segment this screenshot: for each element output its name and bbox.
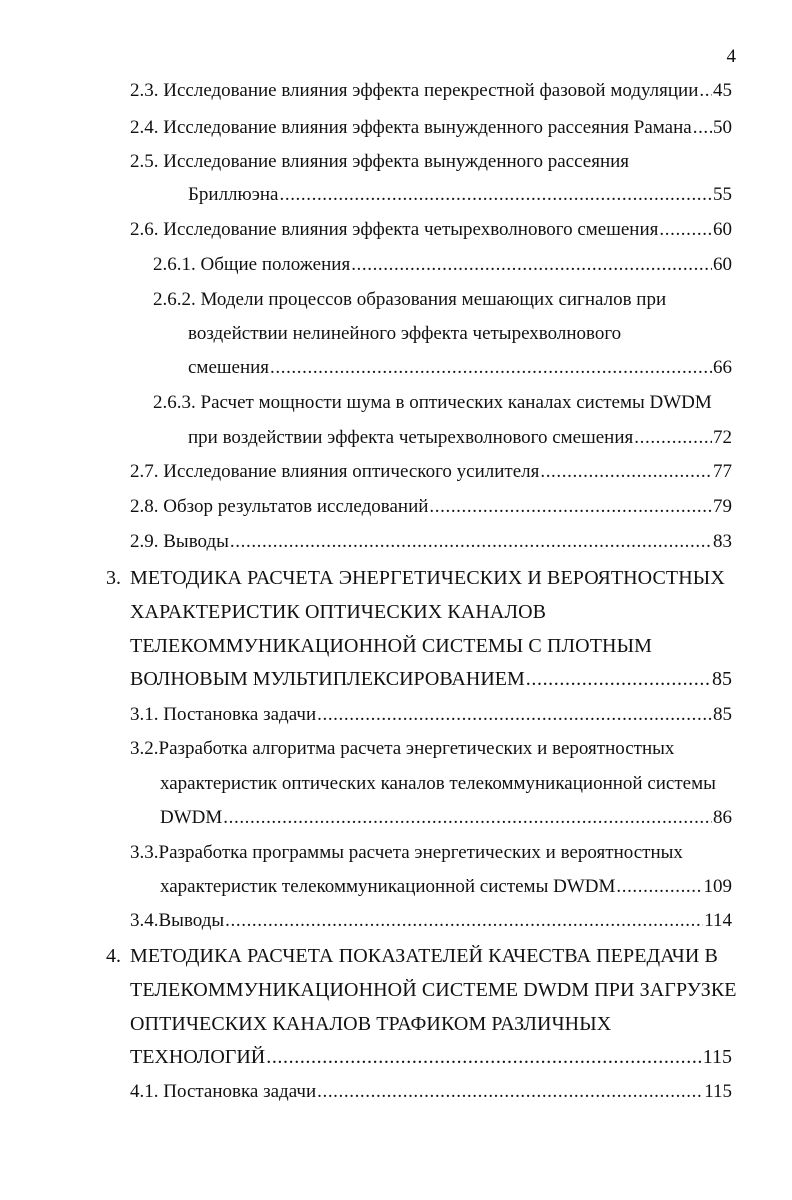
toc-page-number: 115 <box>704 1081 732 1102</box>
chapter-4-title-line1: МЕТОДИКА РАСЧЕТА ПОКАЗАТЕЛЕЙ КАЧЕСТВА ПЕРЕДАЧИ В <box>130 945 718 967</box>
leader-dots <box>699 79 712 103</box>
leader-dots <box>317 703 712 727</box>
toc-page-number: 66 <box>713 357 732 378</box>
toc-entry-text: ТЕХНОЛОГИЙ <box>130 1046 266 1068</box>
toc-entry-text: ВОЛНОВЫМ МУЛЬТИПЛЕКСИРОВАНИЕМ <box>130 668 525 690</box>
leader-dots <box>230 530 712 554</box>
toc-page-number: 72 <box>713 427 732 448</box>
page-number: 4 <box>726 46 736 67</box>
toc-page-number: 60 <box>713 219 732 240</box>
leader-dots <box>266 1045 702 1069</box>
toc-entry-text: DWDM <box>160 807 223 828</box>
toc-entry-text: 3.4.Выводы <box>130 910 225 931</box>
toc-entry-text: Бриллюэна <box>188 184 279 205</box>
toc-entry-text: смешения <box>188 357 270 378</box>
toc-entry-3-4 <box>130 909 732 933</box>
leader-dots <box>659 218 712 242</box>
toc-entry-text: 4.1. Постановка задачи <box>130 1081 317 1102</box>
toc-entry-text: 2.8. Обзор результатов исследований <box>130 496 429 517</box>
chapter-3-number: 3. <box>106 567 121 589</box>
toc-page-number: 60 <box>713 254 732 275</box>
toc-page-number: 77 <box>713 461 732 482</box>
leader-dots <box>634 426 712 450</box>
toc-entry-3-1 <box>130 703 732 727</box>
toc-entry-2-5-line1: 2.5. Исследование влияния эффекта вынужденного рассеяния <box>130 151 630 172</box>
toc-page-number: 79 <box>713 496 732 517</box>
leader-dots <box>317 1080 703 1104</box>
toc-entry-text: характеристик телекоммуникационной системы DWDM <box>160 876 616 897</box>
toc-page-number: 83 <box>713 531 732 552</box>
leader-dots <box>225 909 703 933</box>
toc-entry-2-4 <box>130 116 732 140</box>
chapter-3-title-line3: ТЕЛЕКОММУНИКАЦИОННОЙ СИСТЕМЫ С ПЛОТНЫМ <box>130 635 652 657</box>
toc-entry-4-1 <box>130 1080 732 1104</box>
toc-entry-3-3 <box>160 875 732 899</box>
toc-page-number: 55 <box>713 184 732 205</box>
toc-page-number: 45 <box>713 80 732 101</box>
toc-entry-2-6-3-line1: 2.6.3. Расчет мощности шума в оптических каналах системы DWDM <box>153 392 712 413</box>
toc-entry-text: 2.3. Исследование влияния эффекта перекрестной фазовой модуляции <box>130 80 699 101</box>
toc-entry-2-3 <box>130 79 732 103</box>
leader-dots <box>526 667 711 691</box>
toc-page-number: 85 <box>713 704 732 725</box>
toc-entry-3-2-line1: 3.2.Разработка алгоритма расчета энергетических и вероятностных <box>130 738 675 759</box>
leader-dots <box>351 253 712 277</box>
chapter-3-title-line2: ХАРАКТЕРИСТИК ОПТИЧЕСКИХ КАНАЛОВ <box>130 601 547 623</box>
toc-entry-text: при воздействии эффекта четырехволнового смешения <box>188 427 634 448</box>
toc-page-number: 50 <box>713 117 732 138</box>
leader-dots <box>616 875 702 899</box>
chapter-4-title-line2: ТЕЛЕКОММУНИКАЦИОННОЙ СИСТЕМЕ DWDM ПРИ ЗАГРУЗКЕ <box>130 979 737 1001</box>
toc-entry-text: 3.1. Постановка задачи <box>130 704 317 725</box>
toc-entry-2-9 <box>130 530 732 554</box>
toc-entry-text: 2.6.1. Общие положения <box>153 254 351 275</box>
chapter-4-title-line3: ОПТИЧЕСКИХ КАНАЛОВ ТРАФИКОМ РАЗЛИЧНЫХ <box>130 1013 612 1035</box>
leader-dots <box>223 806 712 830</box>
toc-entry-2-6 <box>130 218 732 242</box>
leader-dots <box>429 495 712 519</box>
toc-entry-text: 2.6. Исследование влияния эффекта четырехволнового смешения <box>130 219 659 240</box>
toc-page-number: 109 <box>703 876 732 897</box>
toc-entry-2-6-3 <box>188 426 732 450</box>
toc-page-number: 115 <box>702 1046 732 1068</box>
toc-page-number: 114 <box>704 910 732 931</box>
toc-entry-2-5 <box>188 183 732 207</box>
leader-dots <box>280 183 713 207</box>
toc-entry-text: 2.7. Исследование влияния оптического усилителя <box>130 461 540 482</box>
toc-entry-text: 2.4. Исследование влияния эффекта вынужденного рассеяния Рамана <box>130 117 692 138</box>
toc-page-number: 86 <box>713 807 732 828</box>
toc-entry-3-2-line2: характеристик оптических каналов телекоммуникационной системы <box>160 773 716 794</box>
chapter-3-title-line1: МЕТОДИКА РАСЧЕТА ЭНЕРГЕТИЧЕСКИХ И ВЕРОЯТНОСТНЫХ <box>130 567 725 589</box>
chapter-3-entry <box>130 667 732 691</box>
toc-entry-text: 2.9. Выводы <box>130 531 229 552</box>
leader-dots <box>693 116 712 140</box>
toc-entry-2-6-1 <box>153 253 732 277</box>
leader-dots <box>270 356 712 380</box>
chapter-4-entry <box>130 1045 732 1069</box>
toc-entry-3-2 <box>160 806 732 830</box>
leader-dots <box>540 460 712 484</box>
toc-entry-2-7 <box>130 460 732 484</box>
toc-entry-2-6-2-line2: воздействии нелинейного эффекта четырехволнового <box>188 323 622 344</box>
toc-entry-2-6-2 <box>188 356 732 380</box>
toc-entry-2-6-2-line1: 2.6.2. Модели процессов образования мешающих сигналов при <box>153 289 667 310</box>
chapter-4-number: 4. <box>106 945 121 967</box>
toc-entry-2-8 <box>130 495 732 519</box>
toc-page-number: 85 <box>712 668 732 690</box>
toc-entry-3-3-line1: 3.3.Разработка программы расчета энергетических и вероятностных <box>130 842 683 863</box>
